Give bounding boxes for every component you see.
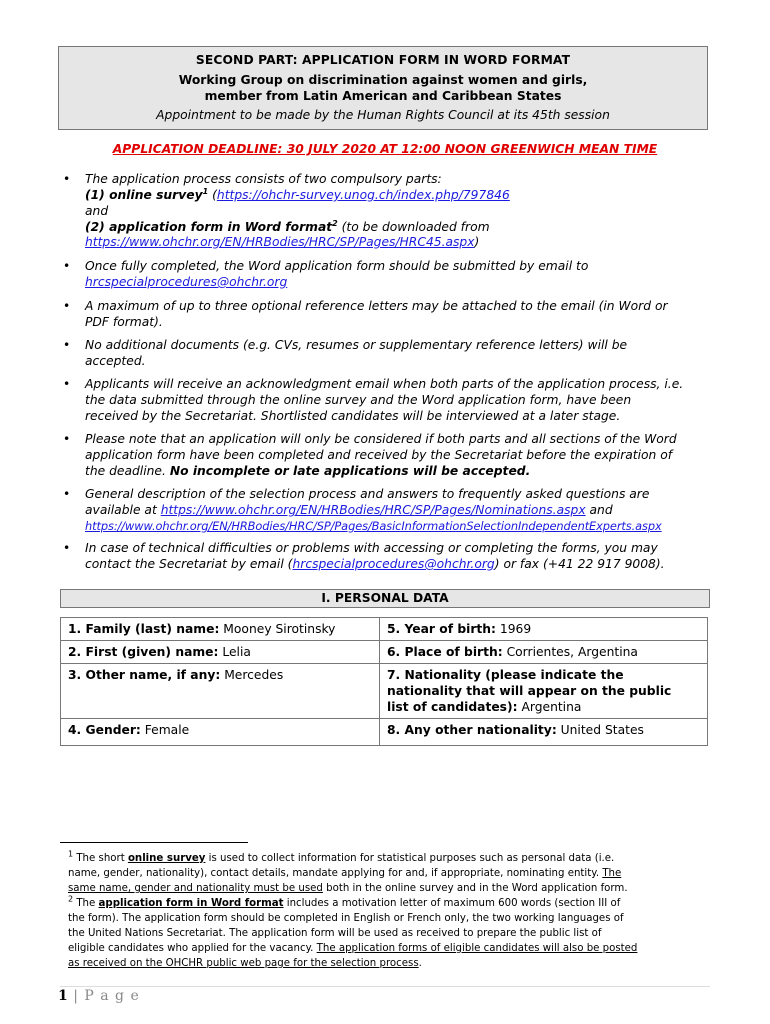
application-deadline: APPLICATION DEADLINE: 30 JULY 2020 AT 12:00 NOON GREENWICH MEAN TIME [112,142,658,156]
bullet-icon: • [63,432,71,446]
footnote-1: $^1$ The short online survey is used to collect information for statistical purposes such as personal data (i.e. [68,849,615,864]
place-of-birth-field[interactable]: 6. Place of birth: Corrientes, Argentina [380,641,708,664]
form-download-link[interactable]: https://www.ohchr.org/EN/HRBodies/HRC/SP/Pages/HRC45.aspx [85,235,475,249]
page-word: P a g e [84,988,140,1004]
instruction-text: available at https://www.ohchr.org/EN/HRBodies/HRC/SP/Pages/Nominations.aspx and [85,503,613,517]
instruction-text: contact the Secretariat by email (hrcspecialprocedures@ohchr.org) or fax (+41 22 917 9008). [85,557,665,571]
instruction-text: the deadline. No incomplete or late applications will be accepted. [85,464,531,478]
instruction-text: (2) application form in Word format$^2$ (to be downloaded from [85,218,490,234]
instruction-text: Applicants will receive an acknowledgment email when both parts of the application process, i.e. [85,377,684,391]
survey-link[interactable]: https://ohchr-survey.unog.ch/index.php/797846 [216,188,510,202]
bullet-icon: • [63,259,71,273]
personal-data-table [60,617,708,746]
instruction-text: In case of technical difficulties or problems with accessing or completing the forms, you may [85,541,658,555]
form-subtitle [59,72,707,104]
page-footer: 1 | P a g e [58,988,140,1004]
gender-field[interactable]: 4. Gender: Female [61,719,380,746]
footnote-ref[interactable]: 1 [202,186,209,196]
personal-data-section-title: I. PERSONAL DATA [60,589,710,608]
contact-email-link[interactable]: hrcspecialprocedures@ohchr.org [292,557,495,571]
subtitle-line-2: member from Latin American and Caribbean States [204,89,562,103]
form-header-box [58,46,708,130]
instruction-text: PDF format). [85,315,163,329]
warning-text: No incomplete or late applications will be accepted. [169,464,531,478]
instruction-text: Once fully completed, the Word application form should be submitted by email to [85,259,589,273]
footnote-divider [60,842,248,843]
instruction-text: No additional documents (e.g. CVs, resumes or supplementary reference letters) will be [85,338,628,352]
page-footer-divider [60,986,710,987]
form-title: SECOND PART: APPLICATION FORM IN WORD FORMAT [195,53,571,67]
other-nationality-field[interactable]: 8. Any other nationality: United States [380,719,708,746]
table-row [61,641,708,664]
footnote-2: $^2$ The application form in Word format includes a motivation letter of maximum 600 words (section III of [68,894,621,909]
footnote-ref[interactable]: 2 [332,218,338,228]
other-name-field[interactable]: 3. Other name, if any: Mercedes [61,664,380,719]
family-name-field[interactable]: 1. Family (last) name: Mooney Sirotinsky [61,618,380,641]
table-row [61,719,708,746]
appointment-note: Appointment to be made by the Human Rights Council at its 45th session [156,108,610,122]
instruction-text: received by the Secretariat. Shortlisted candidates will be interviewed at a later stage. [85,409,621,423]
basic-information-link[interactable]: https://www.ohchr.org/EN/HRBodies/HRC/SP/Pages/BasicInformationSelectionIndependentExperts.aspx [85,519,662,533]
instruction-text: (1) online survey$^1$ (https://ohchr-survey.unog.ch/index.php/797846 [85,186,510,202]
bullet-icon: • [63,377,71,391]
instruction-text: application form have been completed and received by the Secretariat before the expiration of [85,448,673,462]
instruction-text: and [85,204,109,218]
email-link[interactable]: hrcspecialprocedures@ohchr.org [85,275,288,289]
instruction-text: https://www.ohchr.org/EN/HRBodies/HRC/SP/Pages/HRC45.aspx) [85,235,480,249]
first-name-field[interactable]: 2. First (given) name: Lelia [61,641,380,664]
instruction-text: The application process consists of two compulsory parts: [85,172,442,186]
table-row [61,618,708,641]
subtitle-line-1: Working Group on discrimination against women and girls, [178,73,588,87]
nominations-link[interactable]: https://www.ohchr.org/EN/HRBodies/HRC/SP/Pages/Nominations.aspx [160,503,586,517]
instruction-text: Please note that an application will only be considered if both parts and all sections of the Word [85,432,677,446]
bullet-icon: • [63,541,71,555]
table-row [61,664,708,719]
instruction-text: accepted. [85,354,146,368]
instruction-text: the data submitted through the online survey and the Word application form, have been [85,393,632,407]
instruction-text: General description of the selection process and answers to frequently asked questions are [85,487,650,501]
bullet-icon: • [63,338,71,352]
bullet-icon: • [63,172,71,186]
instruction-text: A maximum of up to three optional reference letters may be attached to the email (in Word or [85,299,668,313]
bullet-icon: • [63,487,71,501]
year-of-birth-field[interactable]: 5. Year of birth: 1969 [380,618,708,641]
nationality-field[interactable]: 7. Nationality (please indicate the nationality that will appear on the public list of candidates): Argentina [380,664,708,719]
document-page: SECOND PART: APPLICATION FORM IN WORD FORMAT Working Group on discrimination against women and girls, member from Latin American and Caribbean States Appointment to be made by the Human Rights Council at its 45th session APPLICATION DEADLINE: 30 JULY 2020 AT 12:00 NOON GREENWICH MEAN TIME • The application process consists of two compulsory parts: (1) online survey$^1$ (https://ohchr-survey.unog.ch/index.php/797846 and (2) application form in Word format$^2$ (to be downloaded from https://www.ohchr.org/EN/HRBodies/HRC/SP/Pages/HRC45.aspx) • Once fully completed, the Word application form should be submitted by email to hrcspecialprocedures@ohchr.org • A maximum of up to three optional reference letters may be attached to the email (in Word or PDF format). • No additional documents (e.g. CVs, resumes or supplementary reference letters) will be accepted. • Applicants will receive an acknowledgment email when both parts of the application process, i.e. the data submitted through the online survey and the Word application form, have been received by the Secretariat. Shortlisted candidates will be interviewed at a later stage. • Please note that an application will only be considered if both parts and all sections of the Word application form have been completed and received by the Secretariat before the expiration of the deadline. No incomplete or late applications will be accepted. • General description of the selection process and answers to frequently asked questions are available at https://www.ohchr.org/EN/HRBodies/HRC/SP/Pages/Nominations.aspx and https://www.ohchr.org/EN/HRBodies/HRC/SP/Pages/BasicInformationSelectionIndependentExperts.aspx • In case of technical difficulties or problems with accessing or completing the forms, you may contact the Secretariat by email (hrcspecialprocedures@ohchr.org) or fax (+41 22 917 9008). I. PERSONAL DATA 1. Family (last) name: Mooney Sirotinsky 5. Year of birth: 1969 2. First (given) name: Lelia 6. Place of birth: Corrientes, Argentina 3. Other name, if any: Mercedes 7. Nationality (please indicate the nationality that will appear on the public list of candidates): Argentina 4. Gender: Female 8. Any other nationality: United States $^1$ The short online survey is used to collect information for statistical purposes such as personal data (i.e. name, gender, nationality), contact details, mandate applying for and, if appropriate, nominating entity. The same name, gender and nationality must be used both in the online survey and in the Word application form. $^2$ The application form in Word format includes a motivation letter of maximum 600 words (section III of the form). The application form should be completed in English or French only, the two working languages of the United Nations Secretariat. The application form will be used as received to prepare the public list of eligible candidates who applied for the vacancy. The application forms of eligible candidates will also be posted as received on the OHCHR public web page for the selection process. 1 | P a g e [0,0,770,1024]
page-number: 1 [58,988,68,1004]
bullet-icon: • [63,299,71,313]
